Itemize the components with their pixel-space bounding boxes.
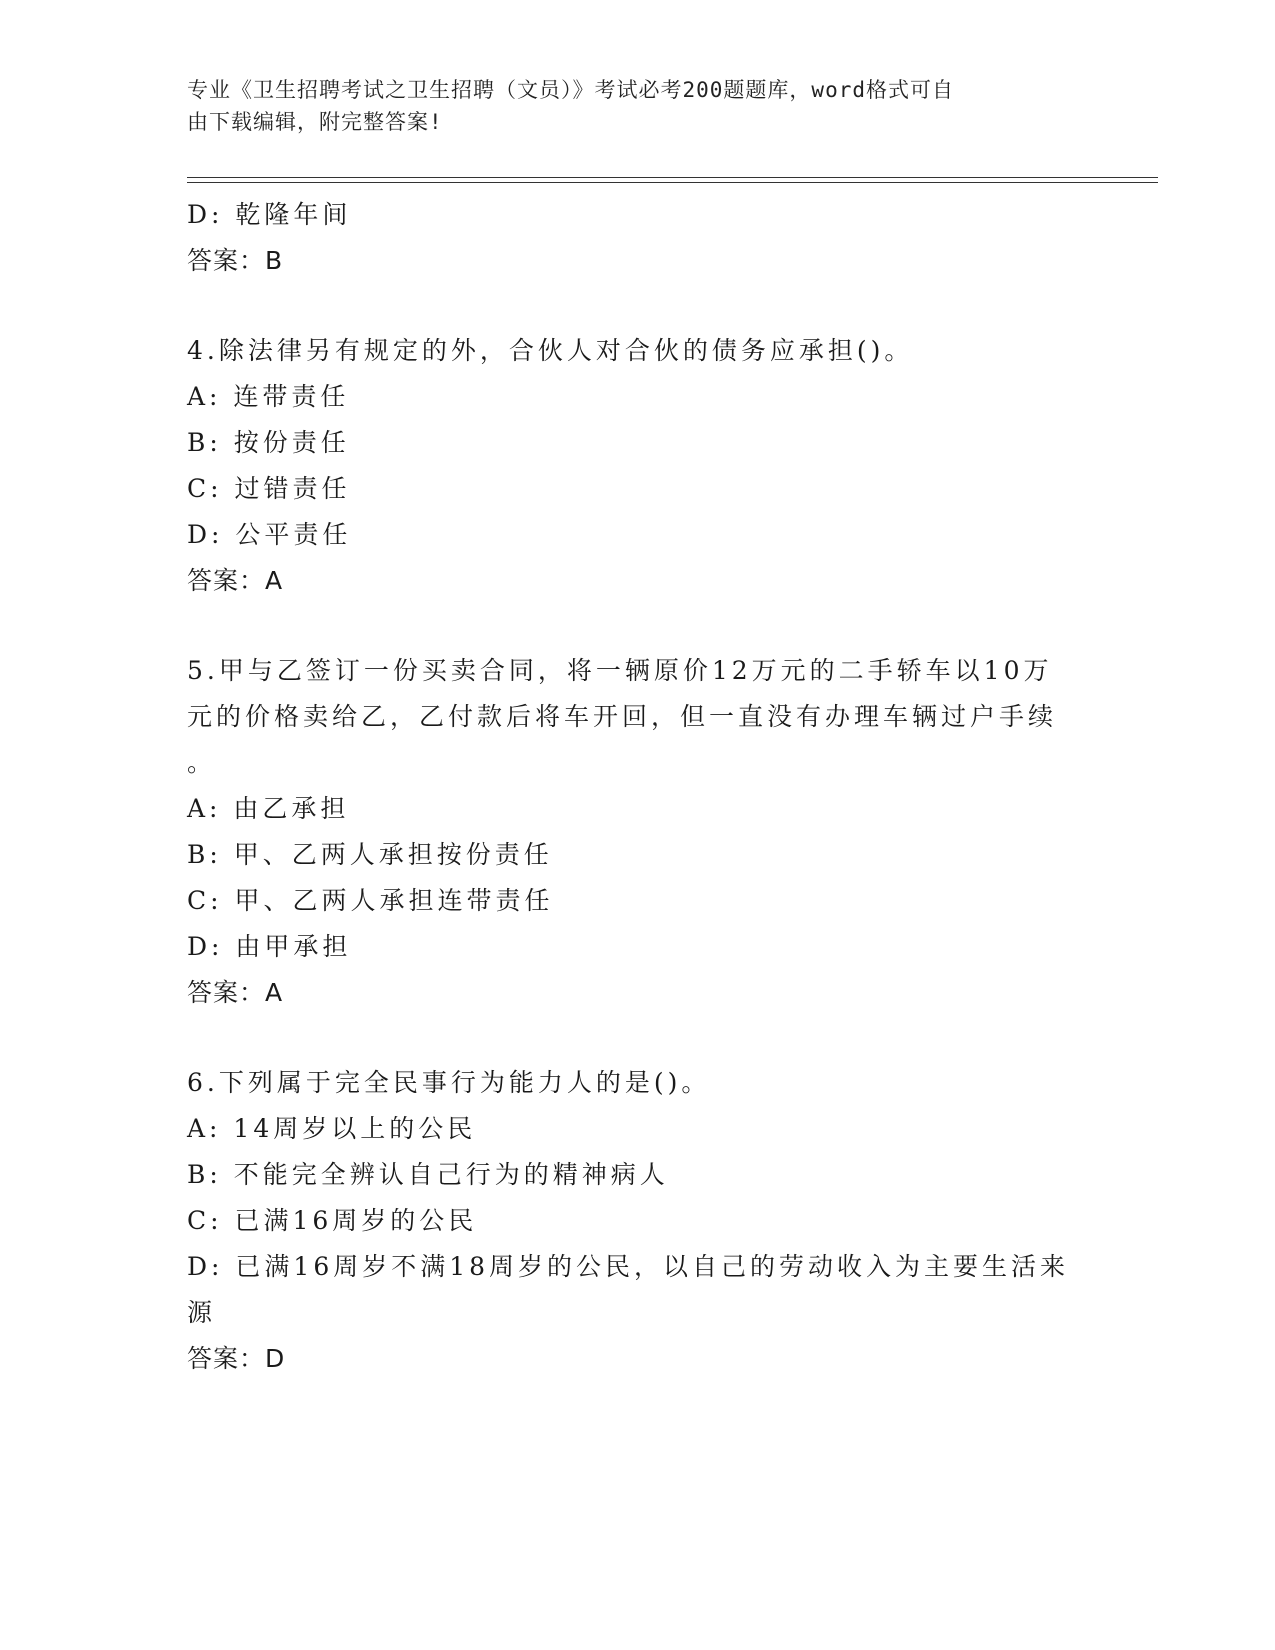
- header-divider-top: [187, 177, 1158, 178]
- answer-label: 答案：D: [187, 1344, 286, 1373]
- option-d: D: 由甲承担: [187, 932, 352, 961]
- question-stem: 6.下列属于完全民事行为能力人的是()。: [187, 1068, 711, 1097]
- option-a: A: 14周岁以上的公民: [187, 1114, 477, 1143]
- document-header: [187, 74, 1067, 138]
- question-stem-line-2: 元的价格卖给乙，乙付款后将车开回，但一直没有办理车辆过户手续: [187, 702, 1058, 731]
- header-line-2: 由下载编辑，附完整答案!: [187, 110, 443, 134]
- question-3-tail: [187, 192, 1087, 284]
- question-stem-line-1: 5.甲与乙签订一份买卖合同，将一辆原价12万元的二手轿车以10万: [187, 656, 1053, 685]
- spacer: [187, 604, 1087, 648]
- option-a: A: 由乙承担: [187, 794, 350, 823]
- option-c: C: 过错责任: [187, 474, 351, 503]
- question-6: [187, 1060, 1087, 1382]
- question-stem: 4.除法律另有规定的外，合伙人对合伙的债务应承担()。: [187, 336, 914, 365]
- option-b: B: 甲、乙两人承担按份责任: [187, 840, 553, 869]
- answer-label: 答案：B: [187, 246, 284, 275]
- option-b: B: 不能完全辨认自己行为的精神病人: [187, 1160, 669, 1189]
- answer-label: 答案：A: [187, 978, 284, 1007]
- option-d: D: 乾隆年间: [187, 200, 352, 229]
- option-c: C: 已满16周岁的公民: [187, 1206, 478, 1235]
- option-d-line-1: D: 已满16周岁不满18周岁的公民，以自己的劳动收入为主要生活来: [187, 1252, 1070, 1281]
- header-line-1: 专业《卫生招聘考试之卫生招聘（文员）》考试必考200题题库，word格式可自: [187, 78, 954, 102]
- header-divider-bottom: [187, 182, 1158, 183]
- spacer: [187, 1016, 1087, 1060]
- option-c: C: 甲、乙两人承担连带责任: [187, 886, 554, 915]
- question-5: [187, 648, 1087, 1016]
- answer-label: 答案：A: [187, 566, 284, 595]
- question-stem-line-3: 。: [187, 748, 217, 777]
- question-list: [187, 192, 1087, 1382]
- option-d: D: 公平责任: [187, 520, 352, 549]
- spacer: [187, 284, 1087, 328]
- option-a: A: 连带责任: [187, 382, 350, 411]
- option-b: B: 按份责任: [187, 428, 350, 457]
- question-4: [187, 328, 1087, 604]
- option-d-line-2: 源: [187, 1298, 217, 1327]
